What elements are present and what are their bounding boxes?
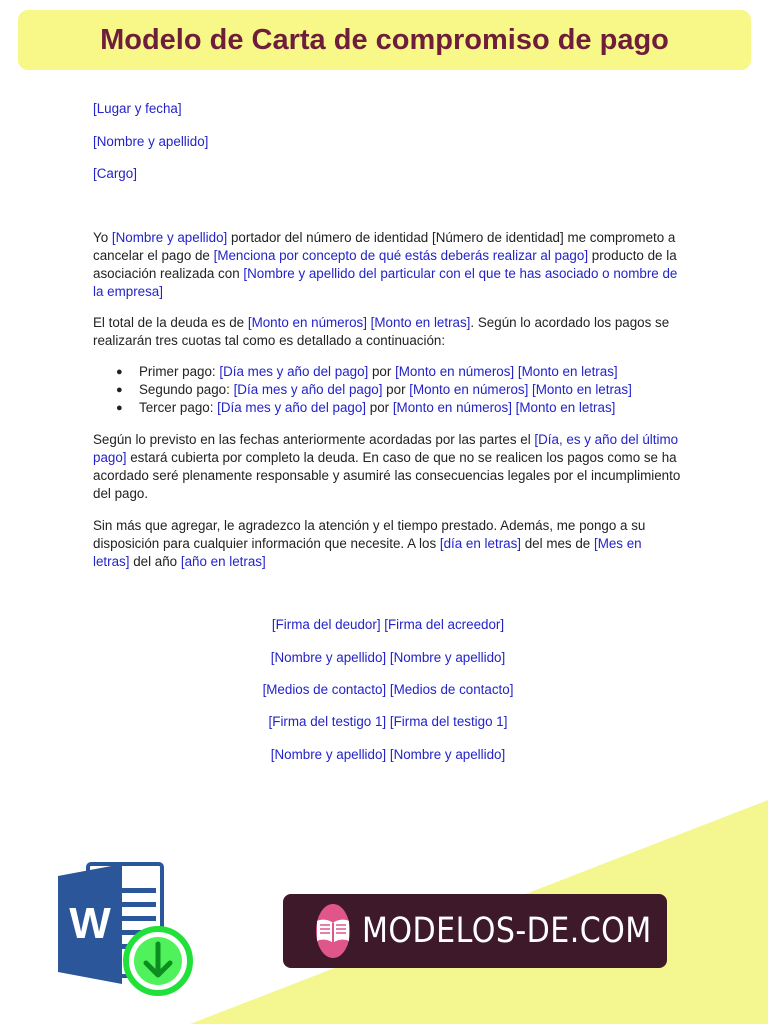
payment-label: Segundo pago: bbox=[139, 382, 234, 397]
partner-placeholder: [Nombre y apellido del particular con el que te has asociado o nombre de la empresa] bbox=[93, 266, 678, 299]
last-payment-placeholder: [Día, es y año del último pago] bbox=[93, 432, 679, 465]
name-placeholder: [Nombre y apellido] bbox=[111, 230, 228, 245]
closing-paragraph bbox=[93, 517, 681, 571]
text-span: del año bbox=[129, 554, 181, 569]
text-span: El total de la deuda es de bbox=[93, 315, 248, 330]
text-span: . Según lo acordado los pagos se realizarán tres cuotas tal como es detallado a continuación: bbox=[93, 315, 670, 348]
text-span: del mes de bbox=[521, 536, 594, 551]
text-span: producto de la asociación realizada con bbox=[93, 248, 677, 281]
payment-list bbox=[93, 363, 632, 417]
bullet-dot: ● bbox=[116, 402, 123, 414]
amount-placeholder: [Monto en números] [Monto en letras] bbox=[247, 315, 471, 330]
bullet-dot: ● bbox=[116, 384, 123, 396]
payment-amount-placeholder: [Monto en números] [Monto en letras] bbox=[392, 400, 616, 415]
text-span: por bbox=[368, 364, 396, 379]
signature-line: [Nombre y apellido] [Nombre y apellido] bbox=[270, 650, 506, 665]
sender-role-field: [Cargo] bbox=[93, 166, 137, 181]
payment-amount-placeholder: [Monto en números] [Monto en letras] bbox=[395, 364, 618, 379]
brand-banner[interactable] bbox=[283, 894, 667, 968]
header-banner bbox=[18, 10, 751, 70]
payment-amount-placeholder: [Monto en números] [Monto en letras] bbox=[409, 382, 632, 397]
signature-line: [Medios de contacto] [Medios de contacto] bbox=[262, 682, 514, 697]
payment-date-placeholder: [Día mes y año del pago] bbox=[233, 382, 383, 397]
commitment-paragraph bbox=[93, 229, 681, 301]
place-date-field: [Lugar y fecha] bbox=[93, 101, 182, 116]
word-letter: W bbox=[69, 899, 111, 948]
month-placeholder: [Mes en letras] bbox=[93, 536, 642, 569]
payment-date-placeholder: [Día mes y año del pago] bbox=[219, 364, 369, 379]
open-book-icon bbox=[316, 904, 350, 958]
text-span: estará cubierta por completo la deuda. En caso de que no se realicen los pagos como se ha acordado seré plenamente responsable y asumiré las consecuencias legales por el incumplimiento del pago. bbox=[93, 450, 681, 501]
payment-label: Tercer pago: bbox=[139, 400, 218, 415]
text-span: portador del número de identidad [Número de identidad] me comprometo a cancelar el pago de bbox=[93, 230, 676, 263]
payment-item bbox=[93, 381, 632, 399]
concept-placeholder: [Menciona por concepto de qué estás deberás realizar al pago] bbox=[213, 248, 589, 263]
word-document-download-icon[interactable] bbox=[56, 858, 196, 1000]
signature-line: [Nombre y apellido] [Nombre y apellido] bbox=[270, 747, 506, 762]
payment-item bbox=[93, 399, 632, 417]
bullet-dot: ● bbox=[116, 366, 123, 378]
text-span: Según lo previsto en las fechas anteriormente acordadas por las partes el bbox=[93, 432, 535, 447]
payment-item bbox=[93, 363, 632, 381]
page-title: Modelo de Carta de compromiso de pago bbox=[100, 23, 669, 56]
debt-total-paragraph bbox=[93, 314, 681, 350]
text-span: por bbox=[366, 400, 393, 415]
text-span: por bbox=[382, 382, 410, 397]
signature-line: [Firma del deudor] [Firma del acreedor] bbox=[271, 617, 505, 632]
text-span: Yo bbox=[93, 230, 112, 245]
day-placeholder: [día en letras] bbox=[439, 536, 522, 551]
payment-label: Primer pago: bbox=[139, 364, 220, 379]
signature-line: [Firma del testigo 1] [Firma del testigo 1] bbox=[268, 714, 508, 729]
sender-name-field: [Nombre y apellido] bbox=[93, 134, 209, 149]
text-span: Sin más que agregar, le agradezco la atención y el tiempo prestado. Además, me pongo a su disposición para cualquier información que necesite. A los bbox=[93, 518, 646, 551]
brand-name: MODELOS-DE.COM bbox=[362, 911, 652, 951]
completion-paragraph bbox=[93, 431, 681, 503]
payment-date-placeholder: [Día mes y año del pago] bbox=[217, 400, 367, 415]
year-placeholder: [año en letras] bbox=[180, 554, 266, 569]
